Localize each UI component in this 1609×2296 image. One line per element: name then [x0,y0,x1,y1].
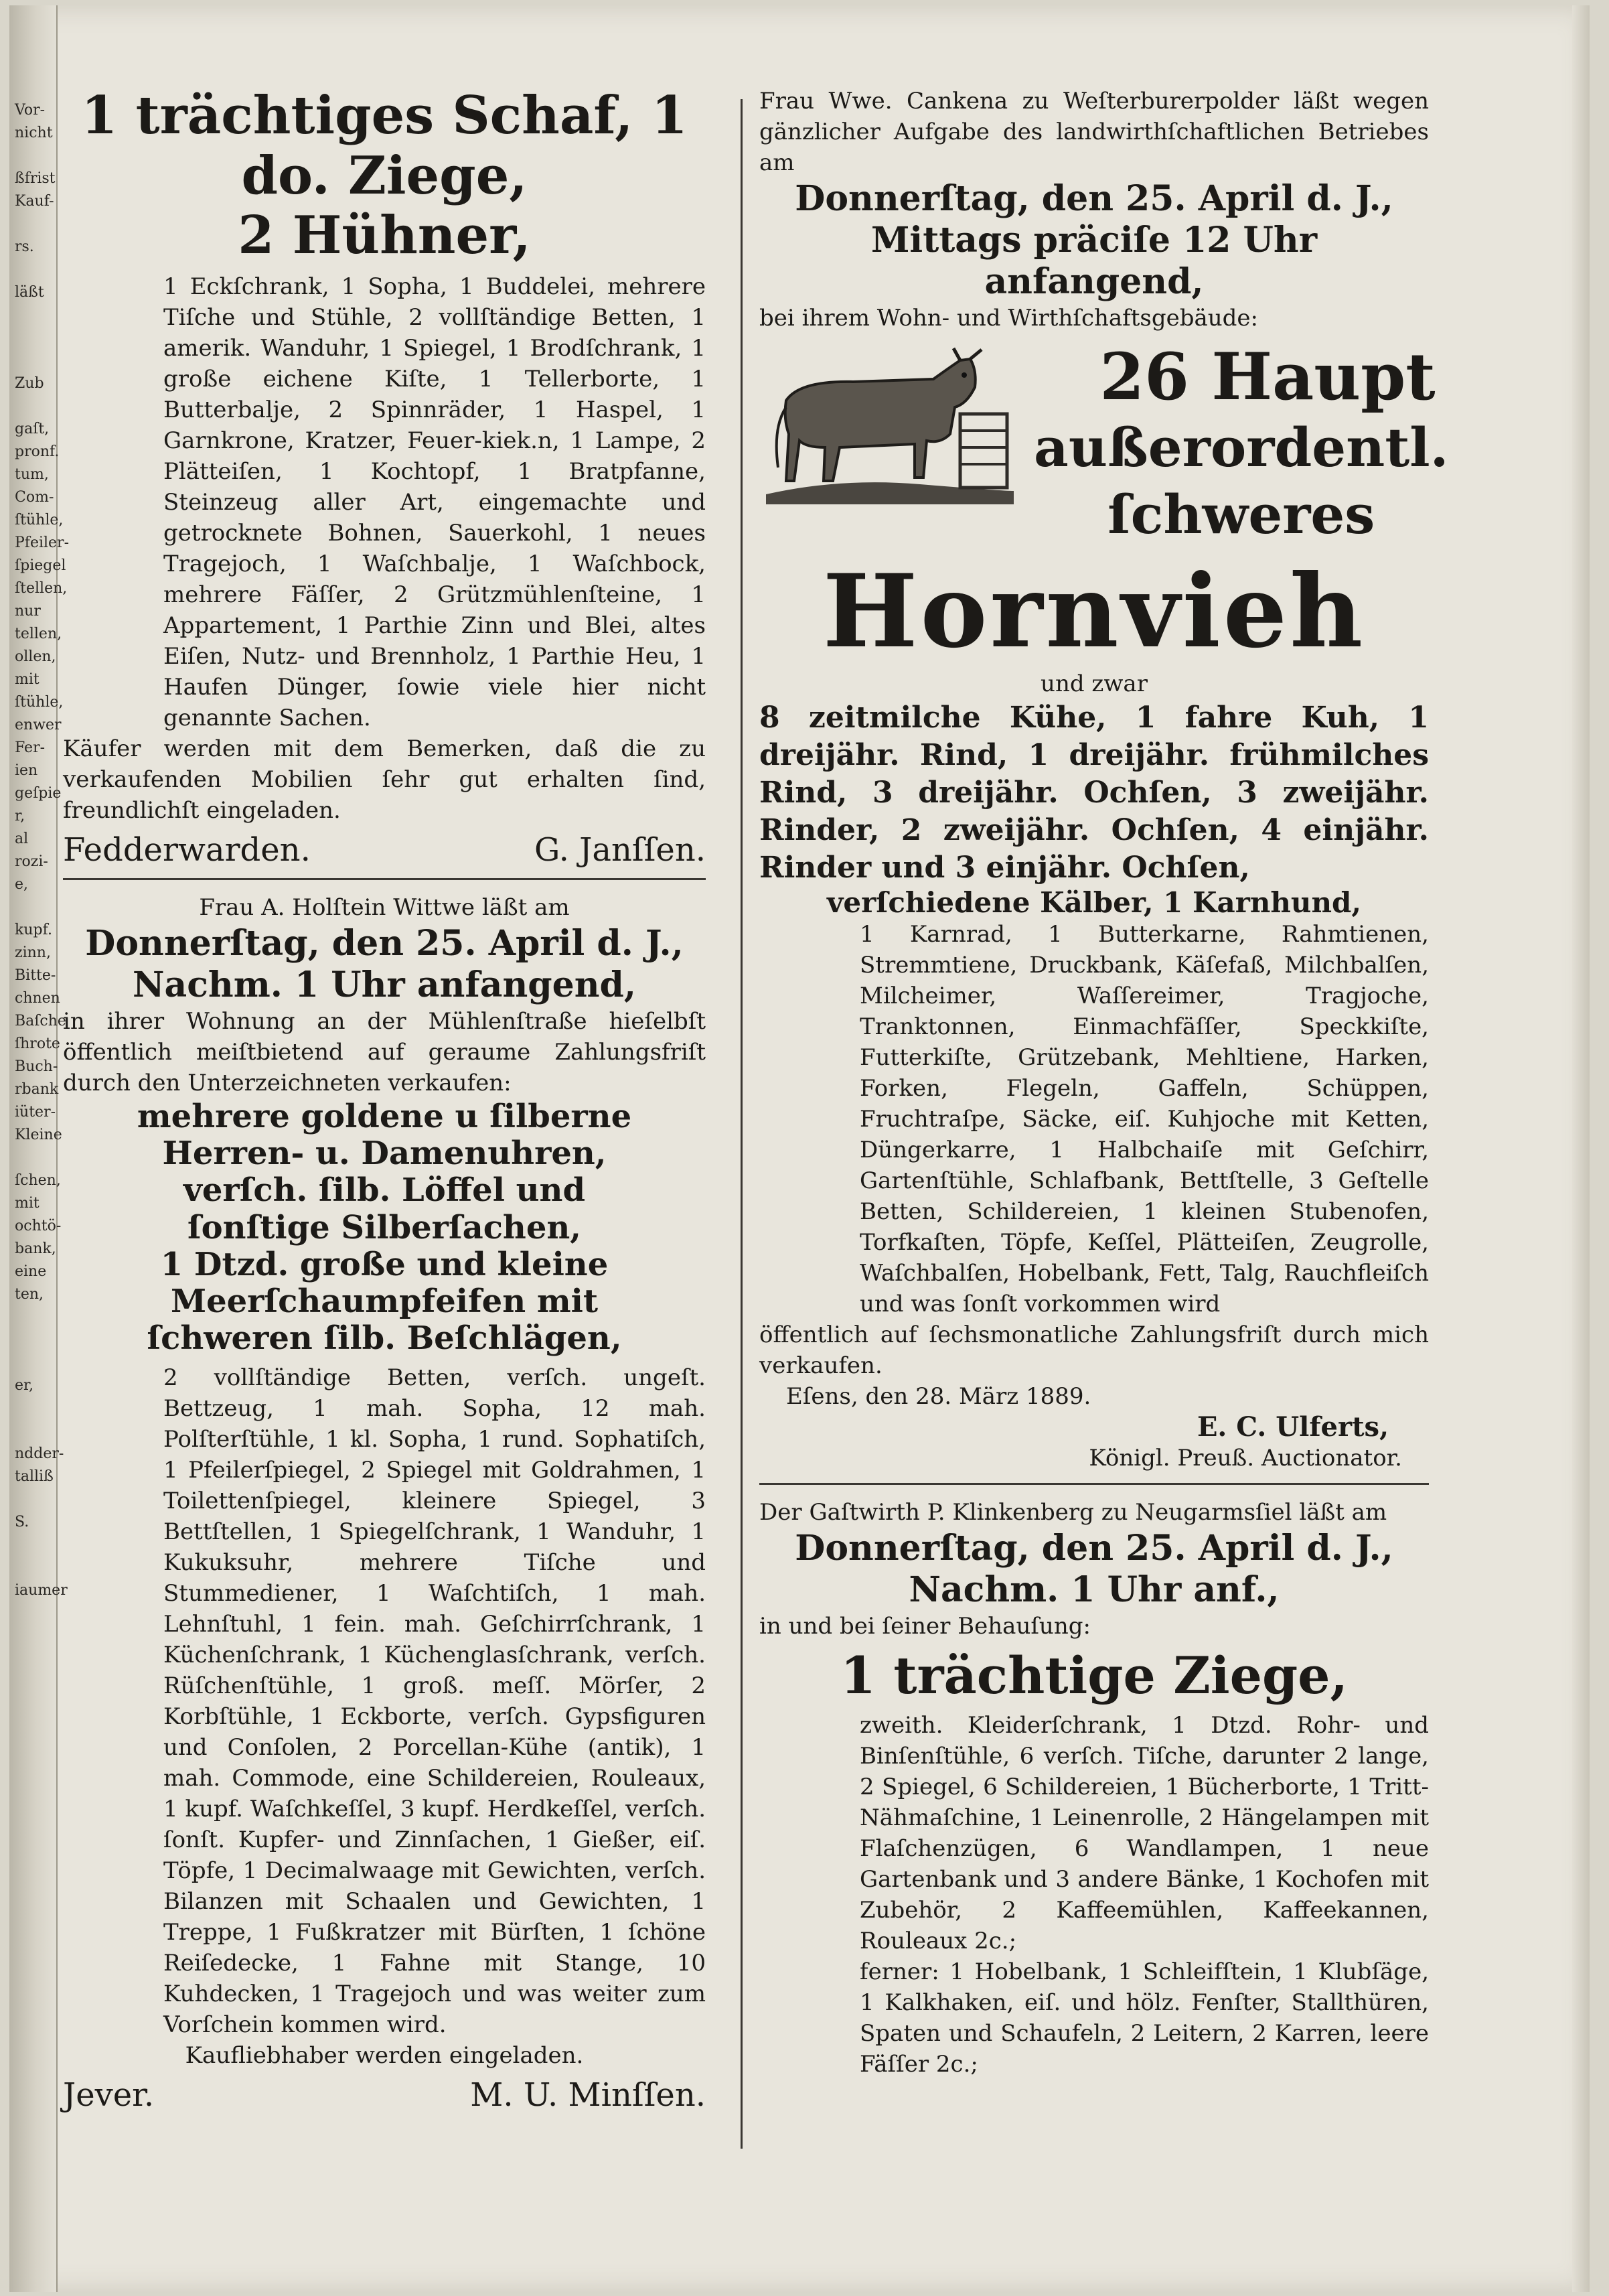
margin-fragment [15,145,52,167]
calves-line: verſchiedene Kälber, 1 Karnhund, [827,886,1361,919]
ad-closing: öffentlich auf ſechsmonatliche Zahlungsfriſt durch mich verkaufen. [759,1321,1429,1380]
right-column [759,86,1449,2086]
margin-fragment: rs. [15,238,34,255]
margin-fragment: Bitte- [15,967,56,984]
margin-fragment [15,259,52,281]
ad-headline: 1 trächtiges Schaf, 1 do. Ziege, [81,85,688,206]
und-zwar: und zwar [1041,670,1148,697]
margin-fragment: ſtühle, [15,512,64,528]
ad-headline-2: 2 Hühner, [238,205,531,267]
margin-fragment: Baſche [15,1013,66,1029]
ad-date: Donnerſtag, den 25. April d. J., [795,1528,1393,1569]
margin-fragment: Com- [15,489,54,506]
ad-title: Königl. Preuß. Auctionator. [1089,1445,1402,1472]
margin-fragment: r, [15,808,25,824]
left-column [63,86,706,2121]
margin-fragment: ollen, [15,648,56,665]
cow-header [759,339,1449,548]
column-divider [741,99,743,2149]
margin-fragment: ſchen, [15,1172,61,1189]
margin-fragment: tellen, [15,626,62,642]
ad-highlight-6: Meerſchaumpfeifen mit [170,1283,599,1320]
margin-fragment [15,1329,52,1352]
ad-name: M. U. Minſſen. [470,2076,706,2114]
ad-intro: Frau Wwe. Cankena zu Weſterburerpolder läßt wegen gänzlicher Aufgabe des landwirthſchaftlichen Betriebes am [759,88,1429,176]
margin-fragment: er, [15,1377,34,1394]
headline-hornvieh: Hornvieh [822,553,1366,670]
ad-highlight-5: 1 Dtzd. große und kleine [160,1245,609,1283]
margin-fragment: ſhrote [15,1035,60,1052]
ad-separator [759,1483,1429,1485]
animal-list: 8 zeitmilche Kühe, 1 fahre Kuh, 1 dreijähr. Rind, 1 dreijähr. frühmilches Rind, 3 dreijähr. Ochſen, 3 zweijähr. Rinder, 2 zweijähr. Ochſen, 4 einjähr. Rinder und 3 einjähr. Ochſen, [759,701,1429,885]
margin-fragment: chnen [15,990,60,1007]
adjective-2: ſchweres [1107,483,1375,546]
ad-place: Fedderwarden. [63,831,311,869]
newspaper-page [9,5,1590,2292]
margin-fragment [15,395,52,418]
ad-intro: Frau A. Holſtein Wittwe läßt am [199,894,570,922]
margin-fragment [15,1352,52,1374]
margin-fragment [15,350,52,372]
head-count: 26 Haupt [1099,339,1436,415]
margin-fragments [15,99,70,1602]
margin-fragment [15,213,52,236]
margin-fragment: geſpie [15,785,62,802]
ad-body: in ihrer Wohnung an der Mühlenſtraße hieſelbſt öffentlich meiſtbietend auf geraume Zahlungsfriſt durch den Unterzeichneten verkaufen: [63,1008,706,1097]
margin-fragment [15,1306,52,1329]
ad-intro: Der Gaſtwirth P. Klinkenberg zu Neugarmsſiel läßt am [759,1499,1387,1526]
ad-place-line: bei ihrem Wohn- und Wirthſchaftsgebäude: [759,305,1259,332]
ad-body: 1 Eckſchrank, 1 Sopha, 1 Buddelei, mehrere Tiſche und Stühle, 2 vollſtändige Betten, 1 amerik. Wanduhr, 1 Spiegel, 1 Brodſchrank, 1 große eichene Kiſte, 1 Tellerborte, 1 Butterbalje, 2 Spinnräder, 1 Haspel, 1 Garnkrone, Kratzer, Feuer-kiek.n, 1 Lampe, 2 Plätteiſen, 1 Kochtopf, 1 Bratpfanne, Steinzeug aller Art, eingemachte und getrocknete Bohnen, Sauerkohl, 1 neues Tragejoch, 1 Waſchbalje, 1 Waſchbock, mehrere Fäſſer, 2 Grützmühlenſteine, 1 Appartement, 1 Parthie Zinn und Blei, altes Eiſen, Nutz- und Brennholz, 1 Parthie Heu, 1 Haufen Dünger, ſowie viele hier nicht genannte Sachen. [163,273,706,732]
margin-fragment: al [15,831,29,847]
ad-item-list-2: ferner: 1 Hobelbank, 1 Schleifſtein, 1 Klubſäge, 1 Kalkhaken, eiſ. und hölz. Fenſter, Stallthüren, Spaten und Schaufeln, 2 Leitern, 2 Karren, leere Fäſſer 2c.; [860,1958,1429,2078]
margin-fragment: eine [15,1263,47,1280]
ad-signature [63,831,706,869]
margin-fragment: Zub [15,375,44,392]
margin-fragment: ſtühle, [15,694,64,711]
adjective-1: außerordentl. [1034,416,1449,479]
ad-highlight-3: verſch. ſilb. Löffel und [183,1171,586,1210]
ad-date: Donnerſtag, den 25. April d. J., [85,923,684,964]
margin-fragment: ſtellen, [15,580,68,597]
margin-fragment: mit [15,1195,40,1212]
margin-fragment: ten, [15,1286,44,1303]
ad-place-line: in und bei ſeiner Behauſung: [759,1613,1091,1640]
previous-page-edge [9,5,70,2292]
margin-fragment: Pfeiler- [15,534,70,551]
margin-fragment: nur [15,603,41,620]
margin-fragment: kupf. [15,922,52,938]
margin-fragment: rbank [15,1081,59,1098]
ad-item-list: zweith. Kleiderſchrank, 1 Dtzd. Rohr- und Binſenſtühle, 6 verſch. Tiſche, darunter 2 lange, 2 Spiegel, 6 Schildereien, 1 Bücherborte, 1 Tritt-Nähmaſchine, 1 Leinenrolle, 2 Hängelampen mit Flaſchenzügen, 6 Wandlampen, 1 neue Gartenbank und 3 andere Bänke, 1 Kochofen mit Zubehör, 2 Kaffeemühlen, Kaffeekannen, Rouleaux 2c.; [860,1712,1429,1955]
margin-fragment: e, [15,876,29,893]
ad-closing: Käufer werden mit dem Bemerken, daß die zu verkaufenden Mobilien ſehr gut erhalten ſind, freundlichſt eingeladen. [63,735,706,824]
ad-highlight-4: ſonſtige Silberſachen, [187,1208,581,1246]
margin-fragment: gaſt, [15,421,50,437]
margin-fragment [15,896,52,919]
margin-fragment: rozi- [15,853,48,870]
margin-fragment: Fer- [15,739,46,756]
ad-dateline: Eſens, den 28. März 1889. [786,1383,1091,1411]
ad-headline: 1 trächtige Ziege, [840,1646,1348,1706]
margin-fragment: ochtö- [15,1218,62,1234]
margin-fragment: zinn, [15,944,51,961]
margin-fragment: bank, [15,1240,56,1257]
margin-fragment: Kauf- [15,193,54,210]
ad-time: Nachm. 1 Uhr anfangend, [133,964,636,1006]
ad-name: G. Janſſen. [534,831,706,869]
margin-fragment: Buch- [15,1058,58,1075]
cow-header-text [1034,340,1449,548]
margin-fragment: ien [15,762,38,779]
ad-holstein [63,892,706,2114]
ad-name: E. C. Ulferts, [1197,1411,1389,1443]
margin-fragment: enwer [15,717,62,733]
margin-fragment: iüter- [15,1104,56,1121]
margin-fragment [15,304,52,327]
margin-fragment [15,1534,52,1557]
margin-fragment: nicht [15,125,53,141]
margin-fragment: läßt [15,284,44,301]
margin-fragment: ndder- [15,1445,64,1462]
ad-highlight-7: ſchweren ſilb. Beſchlägen, [147,1319,622,1358]
ad-highlight-1: mehrere goldene u ſilberne [137,1098,632,1136]
cow-illustration [759,340,1020,508]
ad-klinkenberg [759,1497,1429,2080]
ad-item-list: 1 Karnrad, 1 Butterkarne, Rahmtienen, Stremmtiene, Druckbank, Käſefaß, Milchbalſen, Milcheimer, Waſſereimer, Tragjoche, Tranktonnen, Einmachfäſſer, Speckkiſte, Futterkiſte, Grützebank, Mehltiene, Harken, Forken, Flegeln, Gaffeln, Schüppen, Fruchtraſpe, Säcke, eiſ. Kuhjoche mit Ketten, Düngerkarre, 1 Halbchaiſe mit Geſchirr, Gartenſtühle, Schlafbank, Bettſtelle, 3 Geſtelle Betten, Schildereien, 1 kleinen Stubenofen, Torfkaſten, Töpfe, Keſſel, Plätteiſen, Zeugrolle, Waſchbalſen, Hobelbank, Fett, Talg, Rauchfleiſch und was ſonſt vorkommen wird [860,921,1429,1318]
ad-item-list: 2 vollſtändige Betten, verſch. ungeſt. Bettzeug, 1 mah. Sopha, 12 mah. Polſterſtühle, 1 kl. Sopha, 1 rund. Sophatiſch, 1 Pfeilerſpiegel, 2 Spiegel mit Goldrahmen, 1 Toilettenſpiegel, kleinere Spiegel, 3 Bettſtellen, 1 Spiegelſchrank, 1 Wanduhr, 1 Kukuksuhr, mehrere Tiſche und Stummediener, 1 Waſchtiſch, 1 mah. Lehnſtuhl, 1 fein. mah. Geſchirrſchrank, 1 Küchenſchrank, 1 Küchenglasſchrank, verſch. Rüſchenſtühle, 1 groß. meſſ. Mörſer, 2 Korbſtühle, 1 Eckborte, verſch. Gypsfiguren und Conſolen, 2 Porcellan-Kühe (antik), 1 mah. Commode, eine Schildereien, Rouleaux, 1 kupf. Waſchkeſſel, 3 kupf. Herdkeſſel, verſch. ſonſt. Kupfer- und Zinnſachen, 1 Gießer, eiſ. Töpfe, 1 Decimalwaage mit Gewichten, verſch. Bilanzen mit Schaalen und Gewichten, 1 Treppe, 1 Fußkratzer mit Bürſten, 1 ſchöne Reiſedecke, 1 Fahne mit Stange, 10 Kuhdecken, 1 Tragejoch und was weiter zum Vorſchein kommen wird. [163,1364,706,2039]
ad-time: Nachm. 1 Uhr anf., [909,1569,1280,1611]
ad-janssen [63,86,706,869]
margin-fragment [15,1147,52,1169]
margin-fragment [15,327,52,350]
ad-closing: Kaufliebhaber werden eingeladen. [185,2042,584,2070]
margin-fragment: ßfrist [15,170,56,187]
ad-cankena [759,86,1449,1474]
margin-fragment [15,1488,52,1511]
margin-fragment [15,1397,52,1420]
margin-fragment: tum, [15,466,49,483]
ad-time: Mittags präciſe 12 Uhr anfangend, [870,220,1318,302]
page-edge-right [1572,5,1590,2292]
ad-signature [63,2076,706,2114]
margin-fragment: ſpiegel [15,557,66,574]
ad-highlight-2: Herren- u. Damenuhren, [162,1135,607,1173]
ad-place: Jever. [63,2076,155,2114]
margin-fragment: S. [15,1514,29,1530]
margin-fragment [15,1420,52,1443]
margin-fragment: pronf. [15,443,60,460]
margin-fragment: Kleine [15,1127,62,1143]
ad-separator [63,878,706,880]
margin-fragment [15,1557,52,1579]
ad-date: Donnerſtag, den 25. April d. J., [795,178,1393,219]
margin-fragment: mit [15,671,40,688]
margin-fragment: iaumer [15,1582,68,1599]
margin-fragment: talliß [15,1468,54,1485]
margin-fragment: Vor- [15,102,46,119]
